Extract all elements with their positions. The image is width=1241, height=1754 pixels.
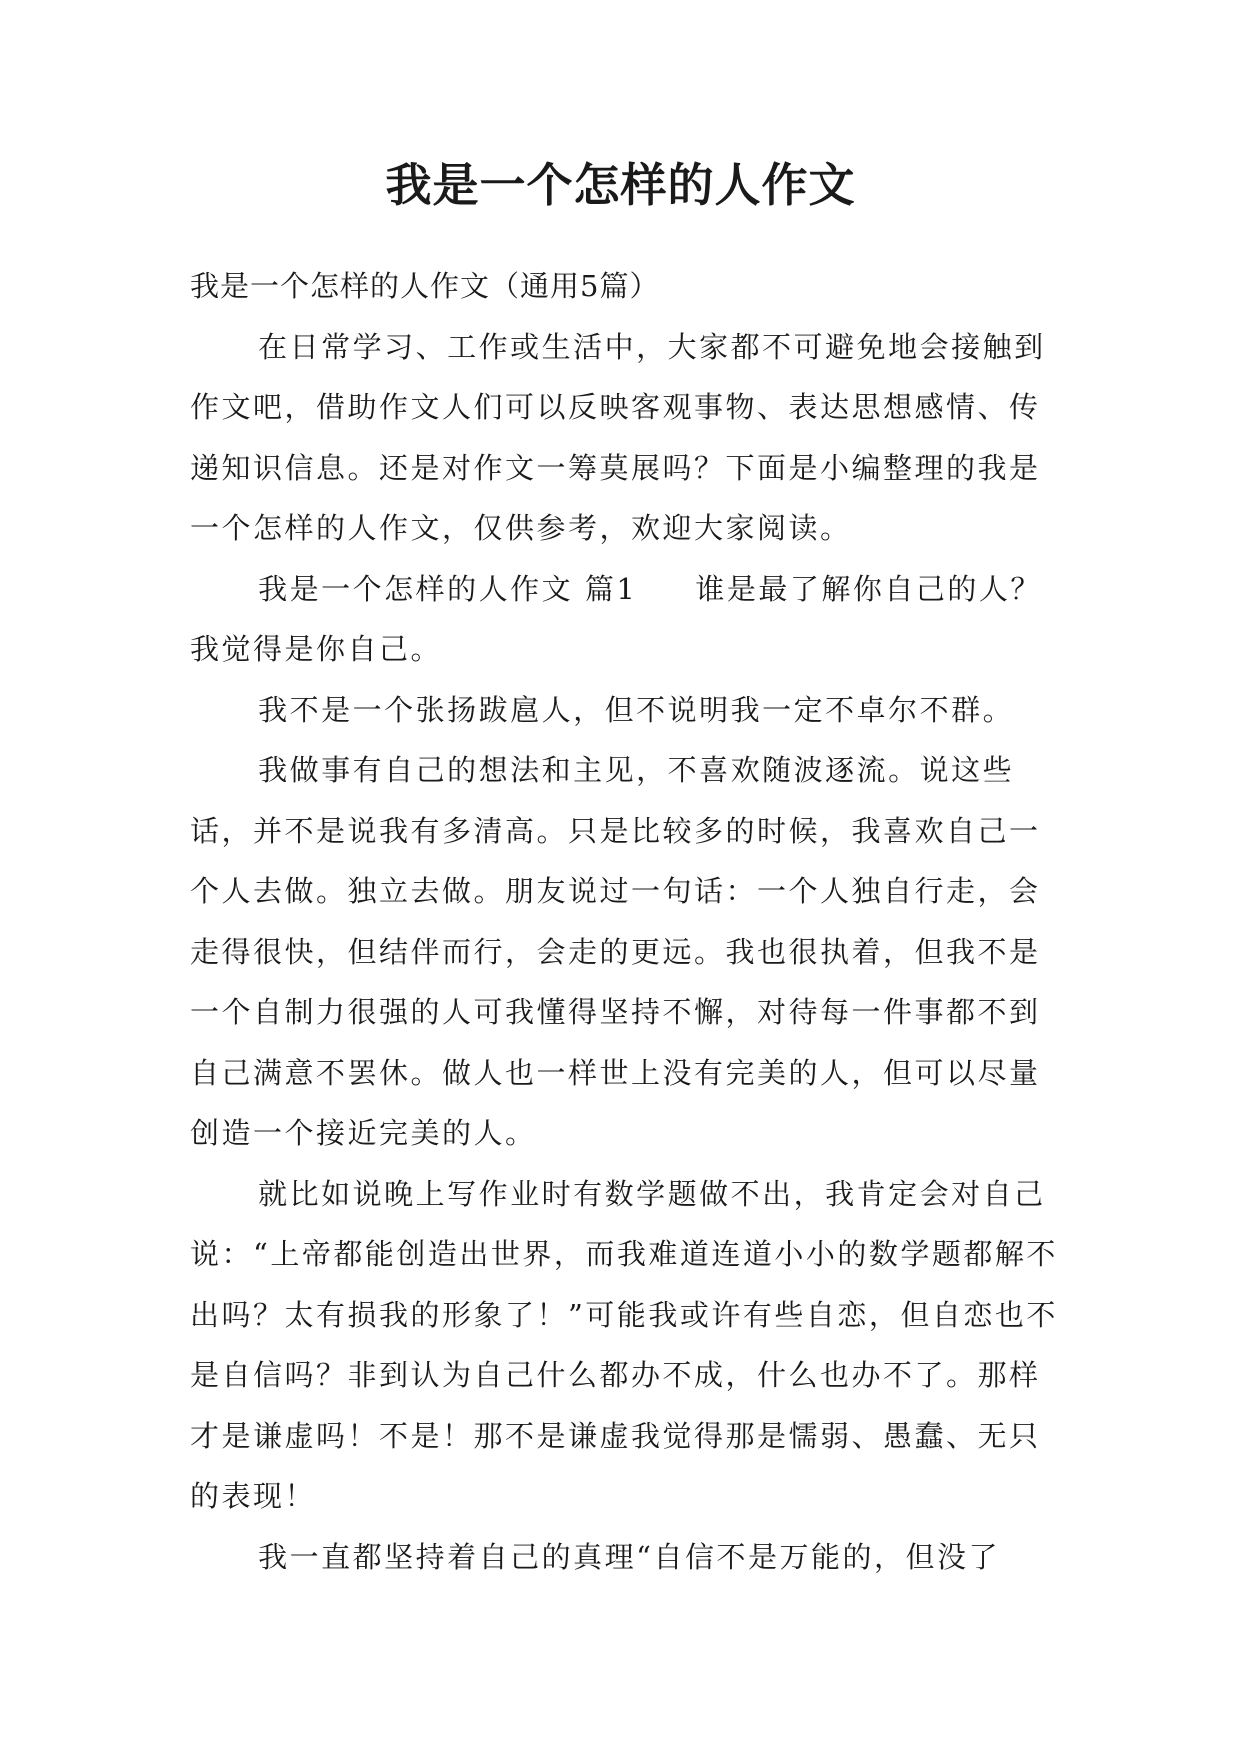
section-1-lead: 谁是最了解你自己的人？我觉得是你自己。 bbox=[190, 571, 1042, 666]
body-paragraph-4: 我一直都坚持着自己的真理“自信不是万能的，但没了 bbox=[258, 1539, 1000, 1574]
body-paragraph-3: 就比如说晚上写作业时有数学题做不出，我肯定会对自己说：“上帝都能创造出世界，而我难道连道小小的数学题都解不出吗？太有损我的形象了！”可能我或许有些自恋，但自恋也不是自信吗？非到认为自己什么都办不成，什么也办不了。那样才是谦虚吗！不是！那不是谦虚我觉得那是懦弱、愚蠢、无只的表现！ bbox=[190, 1176, 1058, 1513]
document-subtitle: 我是一个怎样的人作文（通用5篇） bbox=[190, 269, 660, 303]
body-paragraph-2: 我做事有自己的想法和主见，不喜欢随波逐流。说这些话，并不是说我有多清高。只是比较多的时候，我喜欢自己一个人去做。独立去做。朋友说过一句话：一个人独自行走，会走得很快，但结伴而行，会走的更远。我也很执着，但我不是一个自制力很强的人可我懂得坚持不懈，对待每一件事都不到自己满意不罢休。做人也一样世上没有完美的人，但可以尽量创造一个接近完美的人。 bbox=[190, 753, 1041, 1150]
document-title: 我是一个怎样的人作文 bbox=[385, 158, 856, 212]
body-paragraph-1: 我不是一个张扬跋扈人，但不说明我一定不卓尔不群。 bbox=[258, 692, 1015, 727]
section-1-paragraph bbox=[190, 559, 1065, 680]
document-body bbox=[190, 256, 1065, 1587]
section-1-heading: 我是一个怎样的人作文 篇1 bbox=[258, 571, 638, 606]
intro-paragraph: 在日常学习、工作或生活中，大家都不可避免地会接触到作文吧，借助作文人们可以反映客观事物、表达思想感情、传递知识信息。还是对作文一筹莫展吗？下面是小编整理的我是一个怎样的人作文，仅供参考，欢迎大家阅读。 bbox=[190, 329, 1046, 545]
